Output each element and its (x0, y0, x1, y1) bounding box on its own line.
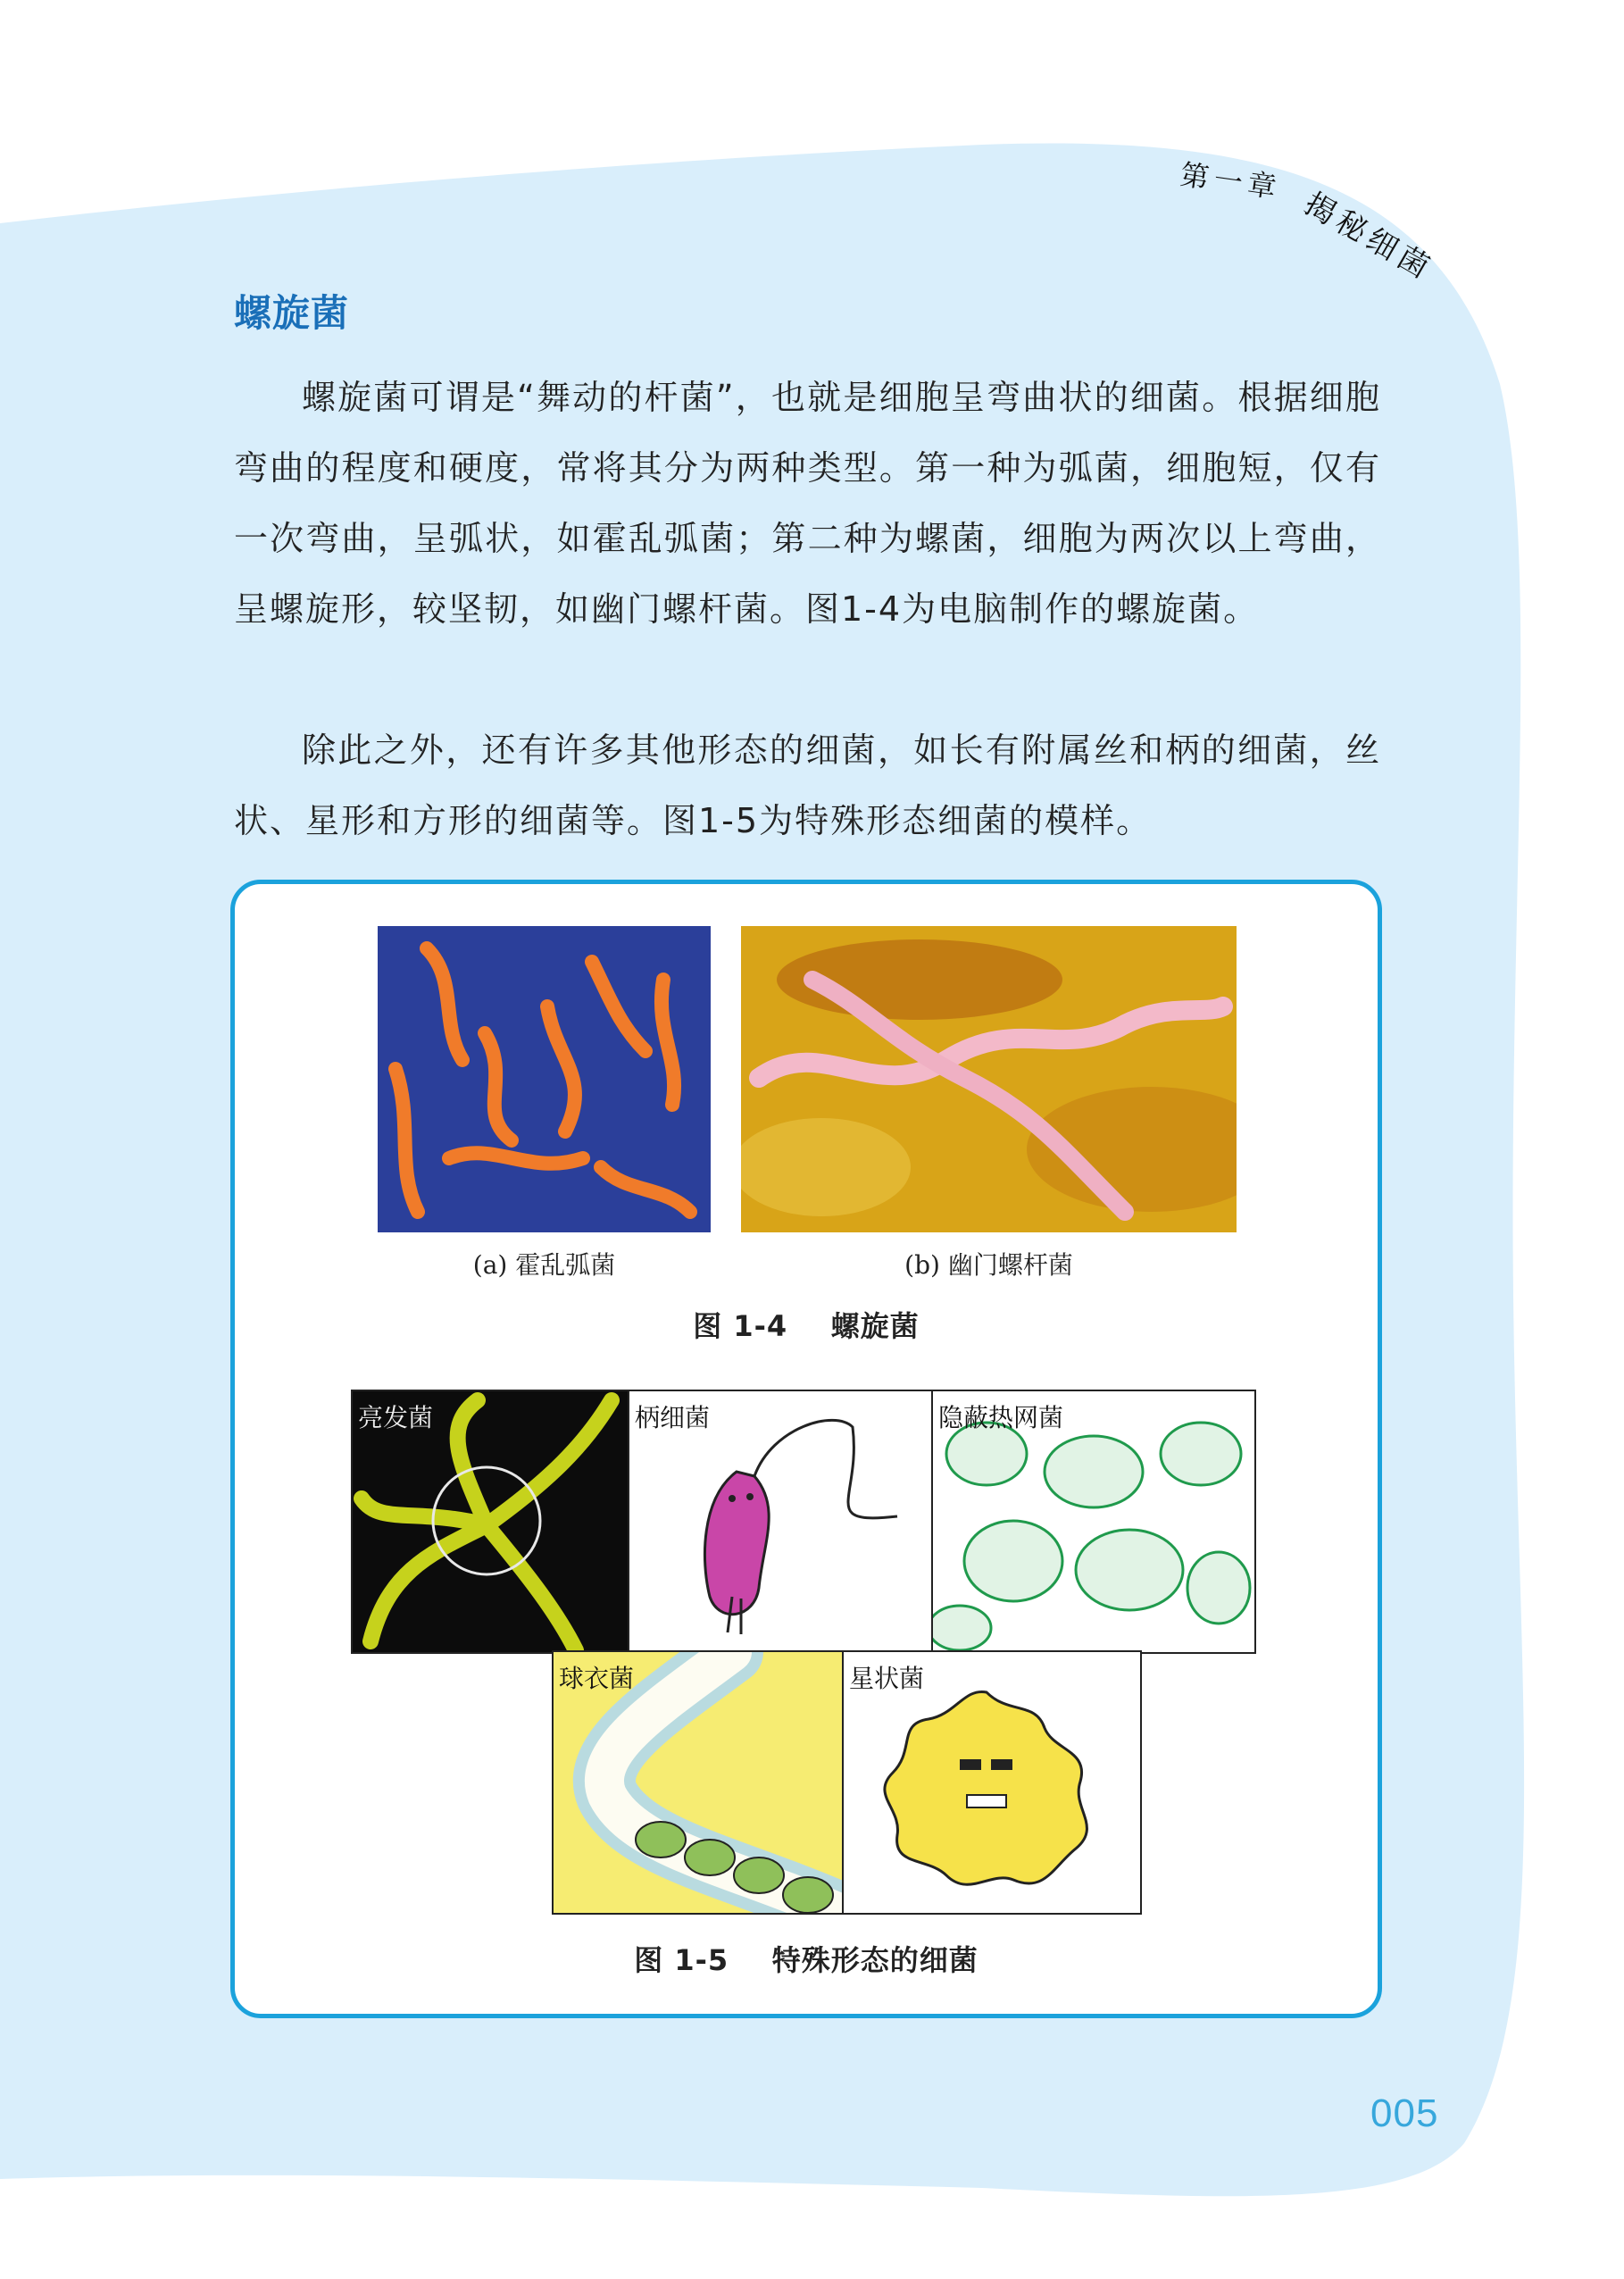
label-caulobacter: 柄细菌 (635, 1403, 711, 1432)
helicobacter-pylori-photo (741, 926, 1237, 1232)
chapter-number: 第一章 (1178, 157, 1284, 205)
label-leucothrix: 亮发菌 (358, 1403, 434, 1432)
section-title: 螺旋菌 (234, 291, 350, 335)
page-number: 005 (1370, 2091, 1439, 2135)
figure-1-4-caption: 图 1-4 螺旋菌 (693, 1309, 920, 1343)
leucothrix-cell (351, 1390, 631, 1654)
figure-box (230, 880, 1382, 2018)
stella-cell (842, 1650, 1142, 1915)
figure-1-4-subcaption-b: (b) 幽门螺杆菌 (904, 1250, 1073, 1280)
sphaerotilus-cell (552, 1650, 845, 1915)
figure-1-4-subcaption-a: (a) 霍乱弧菌 (472, 1250, 616, 1280)
paragraph-spirilla: 螺旋菌可谓是“舞动的杆菌”，也就是细胞呈弯曲状的细菌。根据细胞弯曲的程度和硬度，常将其分为两种类型。第一种为弧菌，细胞短，仅有一次弯曲，呈弧状，如霍乱弧菌；第二种为螺菌，细胞为两次以上弯曲，呈螺旋形，较坚韧，如幽门螺杆菌。图1-4为电脑制作的螺旋菌。 (234, 378, 1381, 629)
label-pyrodictium: 隐蔽热网菌 (938, 1403, 1064, 1432)
chapter-header (1161, 143, 1455, 295)
pyrodictium-cell (931, 1390, 1256, 1654)
caulobacter-cell (628, 1390, 935, 1654)
label-stella: 星状菌 (849, 1664, 925, 1693)
figure-1-5-caption: 图 1-5 特殊形态的细菌 (634, 1943, 979, 1977)
vibrio-cholerae-photo (378, 926, 711, 1232)
label-sphaerotilus: 球衣菌 (559, 1664, 635, 1693)
paragraph-other-shapes: 除此之外，还有许多其他形态的细菌，如长有附属丝和柄的细菌，丝状、星形和方形的细菌等。图1-5为特殊形态细菌的模样。 (234, 730, 1381, 840)
chapter-title: 揭秘细菌 (1297, 186, 1440, 288)
